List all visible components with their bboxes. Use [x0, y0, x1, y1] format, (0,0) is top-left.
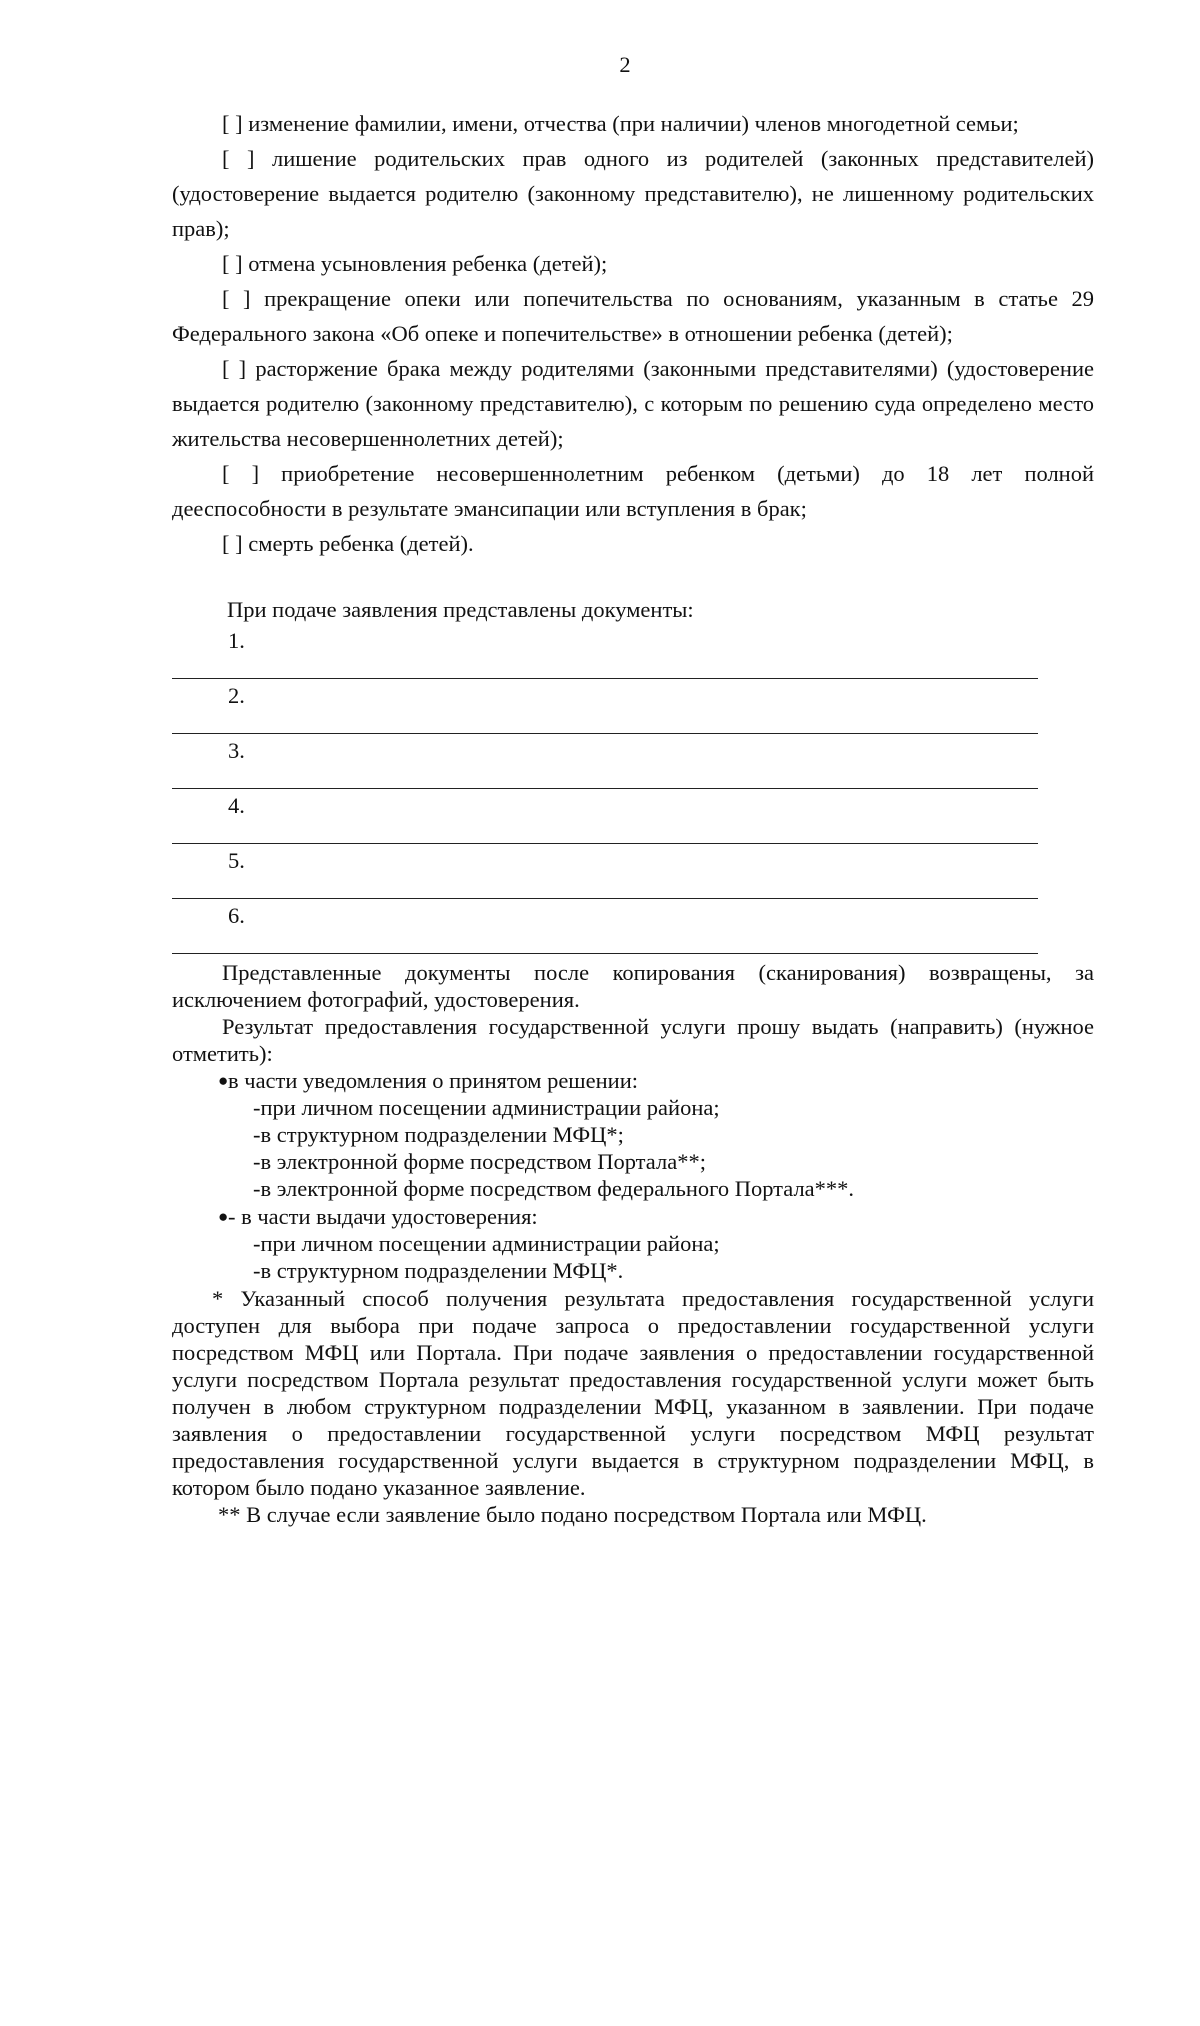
document-number-6: 6. — [228, 903, 245, 928]
document-number-1: 1. — [228, 628, 245, 653]
document-number-5: 5. — [228, 848, 245, 873]
page-number: 2 — [619, 52, 631, 77]
certificate-option-mfc[interactable]: -в структурном подразделении МФЦ*. — [253, 1258, 624, 1283]
option-divorce: [ ] расторжение брака между родителями (законными представителями) (удостоверение выдается родителю (законному представителю), с которым по решению суда определено место жительства несовершеннолетних детей); — [172, 356, 1094, 451]
option-emancipation: [ ] приобретение несовершеннолетним ребенком (детьми) до 18 лет полной дееспособности в результате эмансипации или вступления в брак; — [172, 461, 1094, 521]
document-line-6[interactable] — [172, 953, 1038, 954]
document-line-4[interactable] — [172, 843, 1038, 844]
bullet-icon: ● — [218, 1071, 229, 1090]
document-line-1[interactable] — [172, 678, 1038, 679]
document-line-2[interactable] — [172, 733, 1038, 734]
option-parental-rights: [ ] лишение родительских прав одного из родителей (законных представителей) (удостоверение выдается родителю (законному представителю), не лишенному родительских прав); — [172, 146, 1094, 241]
returned-note: Представленные документы после копирования (сканирования) возвращены, за исключением фотографий, удостоверения. — [172, 960, 1094, 1012]
notification-title: в части уведомления о принятом решении: — [228, 1068, 638, 1093]
result-request: Результат предоставления государственной услуги прошу выдать (направить) (нужное отметить): — [172, 1014, 1094, 1066]
option-adoption-cancel: [ ] отмена усыновления ребенка (детей); — [222, 251, 608, 276]
document-line-5[interactable] — [172, 898, 1038, 899]
document-number-3: 3. — [228, 738, 245, 763]
bullet-icon: ● — [218, 1207, 229, 1226]
footnote-single-star: * Указанный способ получения результата предоставления государственной услуги доступен для выбора при подаче запроса о предоставлении государственной услуги посредством МФЦ или Портала. При подаче заявления о предоставлении государственной услуги посредством Портала результат предоставления государственной услуги может быть получен в любом структурном подразделении МФЦ, указанном в заявлении. При подаче заявления о предоставлении государственной услуги посредством МФЦ результат предоставления государственной услуги выдается в структурном подразделении МФЦ, в котором было подано указанное заявление. — [172, 1286, 1094, 1500]
option-guardianship-end: [ ] прекращение опеки или попечительства по основаниям, указанным в статье 29 Федерального закона «Об опеке и попечительстве» в отношении ребенка (детей); — [172, 286, 1094, 346]
certificate-option-personal[interactable]: -при личном посещении администрации района; — [253, 1231, 720, 1256]
document-number-2: 2. — [228, 683, 245, 708]
notification-option-mfc[interactable]: -в структурном подразделении МФЦ*; — [253, 1122, 624, 1147]
certificate-title-row — [218, 1204, 538, 1230]
document-number-4: 4. — [228, 793, 245, 818]
notification-option-federal-portal[interactable]: -в электронной форме посредством федерального Портала***. — [253, 1176, 855, 1201]
documents-heading: При подаче заявления представлены документы: — [227, 597, 694, 622]
document-line-3[interactable] — [172, 788, 1038, 789]
notification-option-personal[interactable]: -при личном посещении администрации района; — [253, 1095, 720, 1120]
option-child-death: [ ] смерть ребенка (детей). — [222, 531, 474, 556]
notification-title-row — [218, 1068, 638, 1094]
notification-option-portal[interactable]: -в электронной форме посредством Портала**; — [253, 1149, 706, 1174]
option-name-change: [ ] изменение фамилии, имени, отчества (при наличии) членов многодетной семьи; — [222, 111, 1019, 136]
footnote-double-star: ** В случае если заявление было подано посредством Портала или МФЦ. — [218, 1502, 927, 1527]
certificate-title: - в части выдачи удостоверения: — [228, 1204, 538, 1229]
